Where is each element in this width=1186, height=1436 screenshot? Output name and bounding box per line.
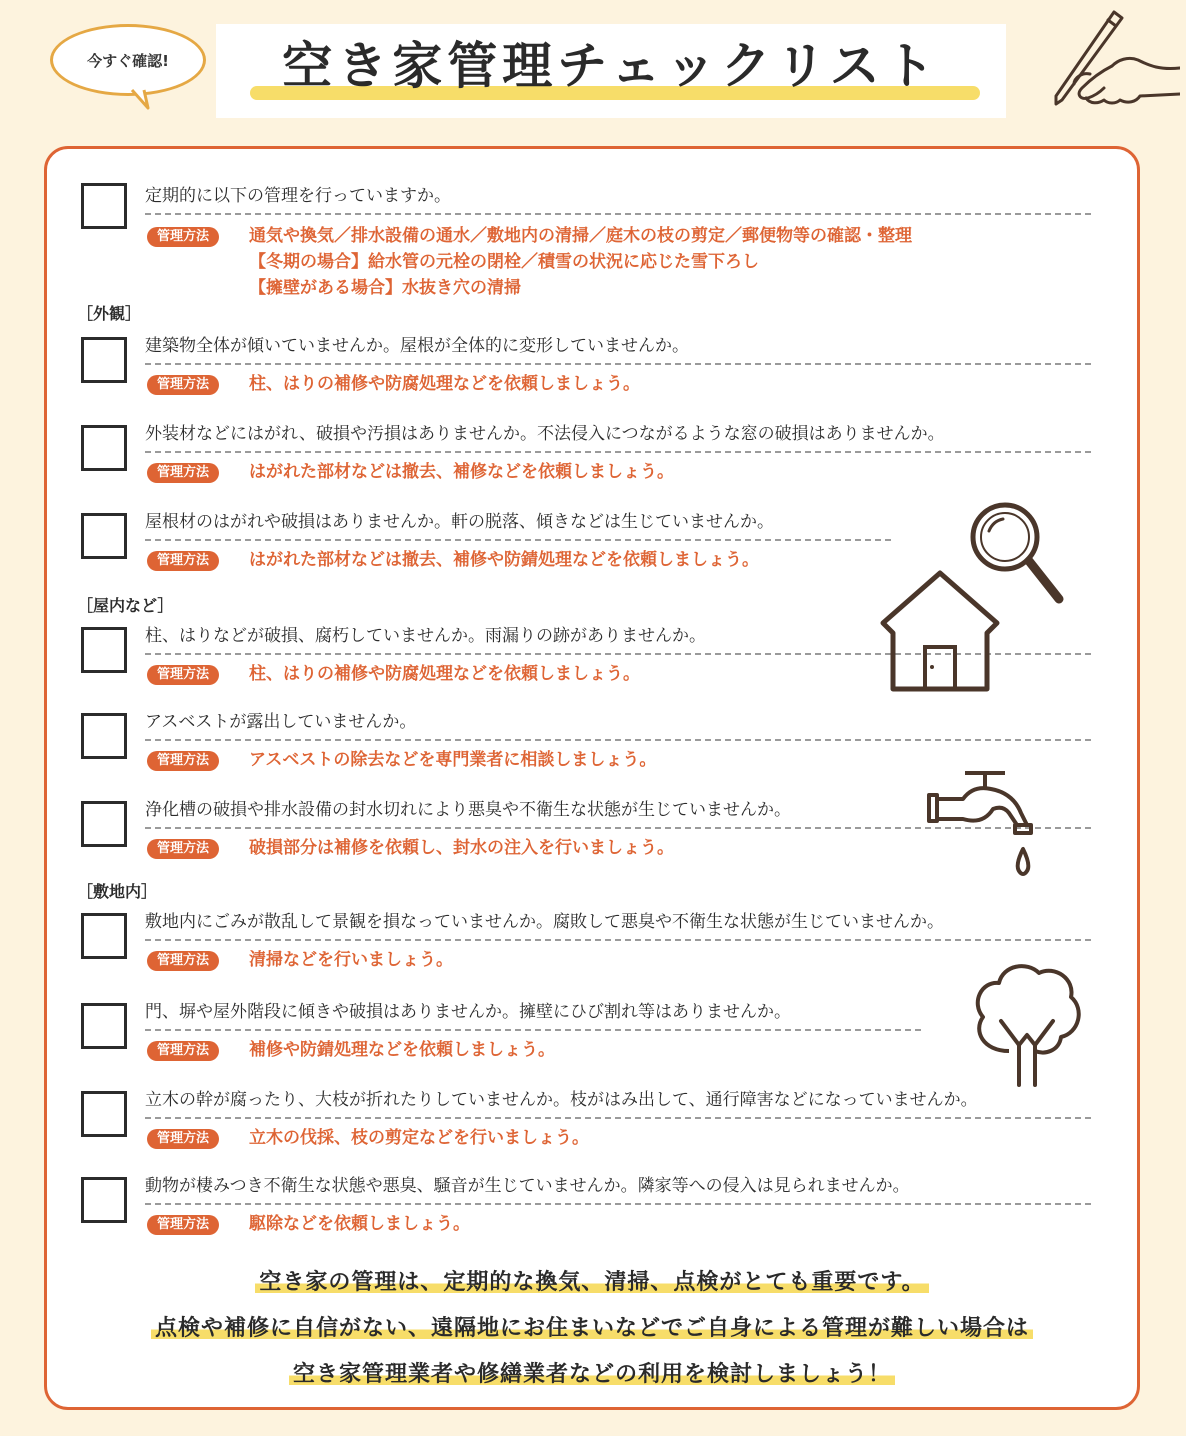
question-text: 動物が棲みつき不衛生な状態や悪臭、騒音が生じていませんか。隣家等への侵入は見られませんか。 xyxy=(145,1173,1091,1205)
question-text: 浄化槽の破損や排水設備の封水切れにより悪臭や不衛生な状態が生じていませんか。 xyxy=(145,797,1091,829)
method-text: 駆除などを依頼しましょう。 xyxy=(249,1214,470,1234)
bubble-tail xyxy=(130,88,152,110)
pencil-hand-icon xyxy=(1030,8,1180,108)
footer-line: 空き家の管理は、定期的な換気、清掃、点検がとても重要です。 xyxy=(47,1265,1137,1296)
faucet-icon xyxy=(923,763,1047,887)
method-text: 柱、はりの補修や防腐処理などを依頼しましょう。 xyxy=(249,374,640,394)
method-row xyxy=(147,1211,470,1235)
footer-line: 空き家管理業者や修繕業者などの利用を検討しましょう！ xyxy=(47,1357,1137,1388)
method-badge: 管理方法 xyxy=(147,839,219,859)
checkbox[interactable] xyxy=(81,1003,127,1049)
method-badge: 管理方法 xyxy=(147,1129,219,1149)
checkbox[interactable] xyxy=(81,627,127,673)
question-text: 建築物全体が傾いていませんか。屋根が全体的に変形していませんか。 xyxy=(145,333,1091,365)
section-heading-grounds: ［敷地内］ xyxy=(77,882,158,901)
section-heading-interior: ［屋内など］ xyxy=(77,596,174,615)
checklist-card xyxy=(44,146,1140,1410)
method-badge: 管理方法 xyxy=(147,1041,219,1061)
checkbox[interactable] xyxy=(81,801,127,847)
method-text: アスベストの除去などを専門業者に相談しましょう。 xyxy=(249,750,657,770)
checkbox[interactable] xyxy=(81,513,127,559)
method-text: 通気や換気／排水設備の通水／敷地内の清掃／庭木の枝の剪定／郵便物等の確認・整理 xyxy=(249,226,912,246)
question-text: アスベストが露出していませんか。 xyxy=(145,709,1091,741)
question-text: 門、塀や屋外階段に傾きや破損はありませんか。擁壁にひび割れ等はありませんか。 xyxy=(145,999,921,1031)
method-text: 【冬期の場合】給水管の元栓の閉栓／積雪の状況に応じた雪下ろし xyxy=(249,252,759,272)
method-text: はがれた部材などは撤去、補修や防錆処理などを依頼しましょう。 xyxy=(249,550,759,570)
method-row xyxy=(147,1037,555,1061)
question-text: 屋根材のはがれや破損はありませんか。軒の脱落、傾きなどは生じていませんか。 xyxy=(145,509,891,541)
page-title: 空き家管理チェックリスト xyxy=(282,37,940,95)
method-row xyxy=(147,547,759,571)
checkbox[interactable] xyxy=(81,1091,127,1137)
method-badge: 管理方法 xyxy=(147,551,219,571)
method-row xyxy=(147,1125,589,1149)
house-icon xyxy=(877,567,1003,693)
checkbox[interactable] xyxy=(81,913,127,959)
method-badge: 管理方法 xyxy=(147,227,219,247)
checkbox[interactable] xyxy=(81,713,127,759)
method-badge: 管理方法 xyxy=(147,751,219,771)
method-row xyxy=(147,223,912,298)
checkbox[interactable] xyxy=(81,337,127,383)
title-box xyxy=(216,24,1006,118)
method-text: はがれた部材などは撤去、補修などを依頼しましょう。 xyxy=(249,462,674,482)
tree-icon xyxy=(969,961,1085,1087)
checkbox[interactable] xyxy=(81,1177,127,1223)
method-row xyxy=(147,835,674,859)
question-text: 外装材などにはがれ、破損や汚損はありませんか。不法侵入につながるような窓の破損はありませんか。 xyxy=(145,421,1091,453)
method-text: 柱、はりの補修や防腐処理などを依頼しましょう。 xyxy=(249,664,640,684)
question-text: 柱、はりなどが破損、腐朽していませんか。雨漏りの跡がありませんか。 xyxy=(145,623,1091,655)
method-badge: 管理方法 xyxy=(147,665,219,685)
method-row xyxy=(147,371,640,395)
method-text: 清掃などを行いましょう。 xyxy=(249,950,453,970)
method-badge: 管理方法 xyxy=(147,1215,219,1235)
method-lines xyxy=(249,223,912,301)
footer-line: 点検や補修に自信がない、遠隔地にお住まいなどでご自身による管理が難しい場合は xyxy=(47,1311,1137,1342)
checkbox[interactable] xyxy=(81,183,127,229)
section-heading-exterior: ［外観］ xyxy=(77,304,142,323)
method-text: 【擁壁がある場合】水抜き穴の清掃 xyxy=(249,278,521,298)
method-badge: 管理方法 xyxy=(147,951,219,971)
method-badge: 管理方法 xyxy=(147,463,219,483)
badge-bubble xyxy=(50,24,206,96)
method-row xyxy=(147,459,674,483)
method-badge: 管理方法 xyxy=(147,375,219,395)
method-row xyxy=(147,747,657,771)
method-text: 補修や防錆処理などを依頼しましょう。 xyxy=(249,1040,555,1060)
badge-text: 今すぐ確認! xyxy=(87,51,169,70)
method-row xyxy=(147,947,453,971)
method-text: 立木の伐採、枝の剪定などを行いましょう。 xyxy=(249,1128,589,1148)
method-text: 破損部分は補修を依頼し、封水の注入を行いましょう。 xyxy=(249,838,674,858)
method-row xyxy=(147,661,640,685)
question-text: 敷地内にごみが散乱して景観を損なっていませんか。腐敗して悪臭や不衛生な状態が生じていませんか。 xyxy=(145,909,1091,941)
question-text: 立木の幹が腐ったり、大枝が折れたりしていませんか。枝がはみ出して、通行障害などになっていませんか。 xyxy=(145,1087,1091,1119)
checkbox[interactable] xyxy=(81,425,127,471)
question-text: 定期的に以下の管理を行っていますか。 xyxy=(145,183,1091,215)
